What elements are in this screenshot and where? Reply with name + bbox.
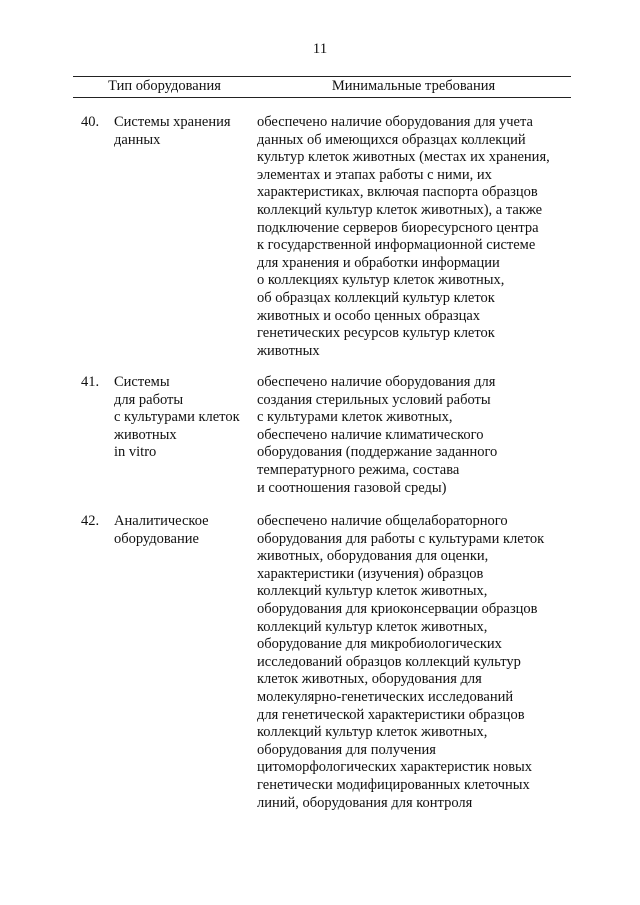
- row-number: 41.: [81, 374, 100, 390]
- requirement-line: животных, оборудования для оценки,: [257, 548, 489, 565]
- requirement-line: коллекций культур клеток животных), а также: [257, 201, 543, 218]
- equipment-type: [114, 114, 254, 149]
- requirement-line: клеток животных, оборудования для: [257, 671, 482, 688]
- equipment-type: [114, 374, 254, 462]
- requirement-line: генетических ресурсов культур клеток: [257, 325, 495, 342]
- requirement-line: коллекций культур клеток животных,: [257, 724, 488, 741]
- requirement-line: оборудования для криоконсервации образцов: [257, 600, 538, 617]
- requirement-line: оборудования для работы с культурами клеток: [257, 530, 545, 547]
- requirement-line: животных и особо ценных образцах: [257, 307, 481, 324]
- requirement-line: оборудования (поддержание заданного: [257, 444, 498, 461]
- requirement-line: коллекций культур клеток животных,: [257, 583, 488, 600]
- equipment-type-line: Системы: [114, 374, 170, 390]
- table-header: [73, 76, 571, 98]
- requirement-line: для генетической характеристики образцов: [257, 706, 525, 723]
- requirement-line: исследований образцов коллекций культур: [257, 653, 521, 670]
- requirement-line: обеспечено наличие климатического: [257, 426, 484, 443]
- requirement-line: элементах и этапах работы с ними, их: [257, 166, 492, 183]
- requirement-line: о коллекциях культур клеток животных,: [257, 272, 505, 289]
- equipment-type-line: Аналитическое: [114, 513, 209, 529]
- equipment-type-line: in vitro: [114, 444, 157, 461]
- requirement-line: животных: [257, 342, 320, 359]
- equipment-type-line: данных: [114, 131, 161, 148]
- requirement-line: и соотношения газовой среды): [257, 479, 447, 496]
- requirement-line: об образцах коллекций культур клеток: [257, 289, 495, 306]
- requirement-line: обеспечено наличие оборудования для учета: [257, 114, 533, 130]
- equipment-type-line: для работы: [114, 391, 184, 408]
- equipment-type-line: животных: [114, 426, 177, 443]
- requirement-line: культур клеток животных (местах их хранения,: [257, 149, 550, 166]
- page-number: 11: [312, 41, 328, 57]
- requirement-text: [257, 513, 577, 812]
- requirement-line: создания стерильных условий работы: [257, 391, 491, 408]
- requirement-line: с культурами клеток животных,: [257, 409, 453, 426]
- requirement-line: для хранения и обработки информации: [257, 254, 500, 271]
- equipment-type: [114, 513, 254, 548]
- requirement-line: к государственной информационной системе: [257, 237, 536, 254]
- requirement-line: цитоморфологических характеристик новых: [257, 759, 533, 776]
- equipment-type-line: с культурами клеток: [114, 409, 240, 426]
- requirement-line: линий, оборудования для контроля: [257, 794, 473, 811]
- header-equipment-type: Тип оборудования: [108, 78, 221, 94]
- equipment-type-line: оборудование: [114, 530, 199, 547]
- requirement-text: [257, 374, 577, 497]
- requirement-line: генетически модифицированных клеточных: [257, 776, 530, 793]
- requirement-line: оборудования для получения: [257, 741, 436, 758]
- header-min-requirements: Минимальные требования: [331, 78, 496, 94]
- requirement-line: подключение серверов биоресурсного центра: [257, 219, 539, 236]
- row-number: 40.: [81, 114, 100, 130]
- equipment-type-line: Системы хранения: [114, 114, 231, 130]
- row-number: 42.: [81, 513, 100, 529]
- requirement-text: [257, 114, 577, 360]
- requirement-line: характеристики (изучения) образцов: [257, 565, 484, 582]
- requirement-line: обеспечено наличие оборудования для: [257, 374, 496, 390]
- requirement-line: молекулярно-генетических исследований: [257, 688, 514, 705]
- requirement-line: температурного режима, состава: [257, 461, 460, 478]
- requirement-line: данных об имеющихся образцах коллекций: [257, 131, 526, 148]
- requirement-line: оборудование для микробиологических: [257, 636, 502, 653]
- requirement-line: обеспечено наличие общелабораторного: [257, 513, 508, 529]
- requirement-line: коллекций культур клеток животных,: [257, 618, 488, 635]
- requirement-line: характеристиках, включая паспорта образцов: [257, 184, 538, 201]
